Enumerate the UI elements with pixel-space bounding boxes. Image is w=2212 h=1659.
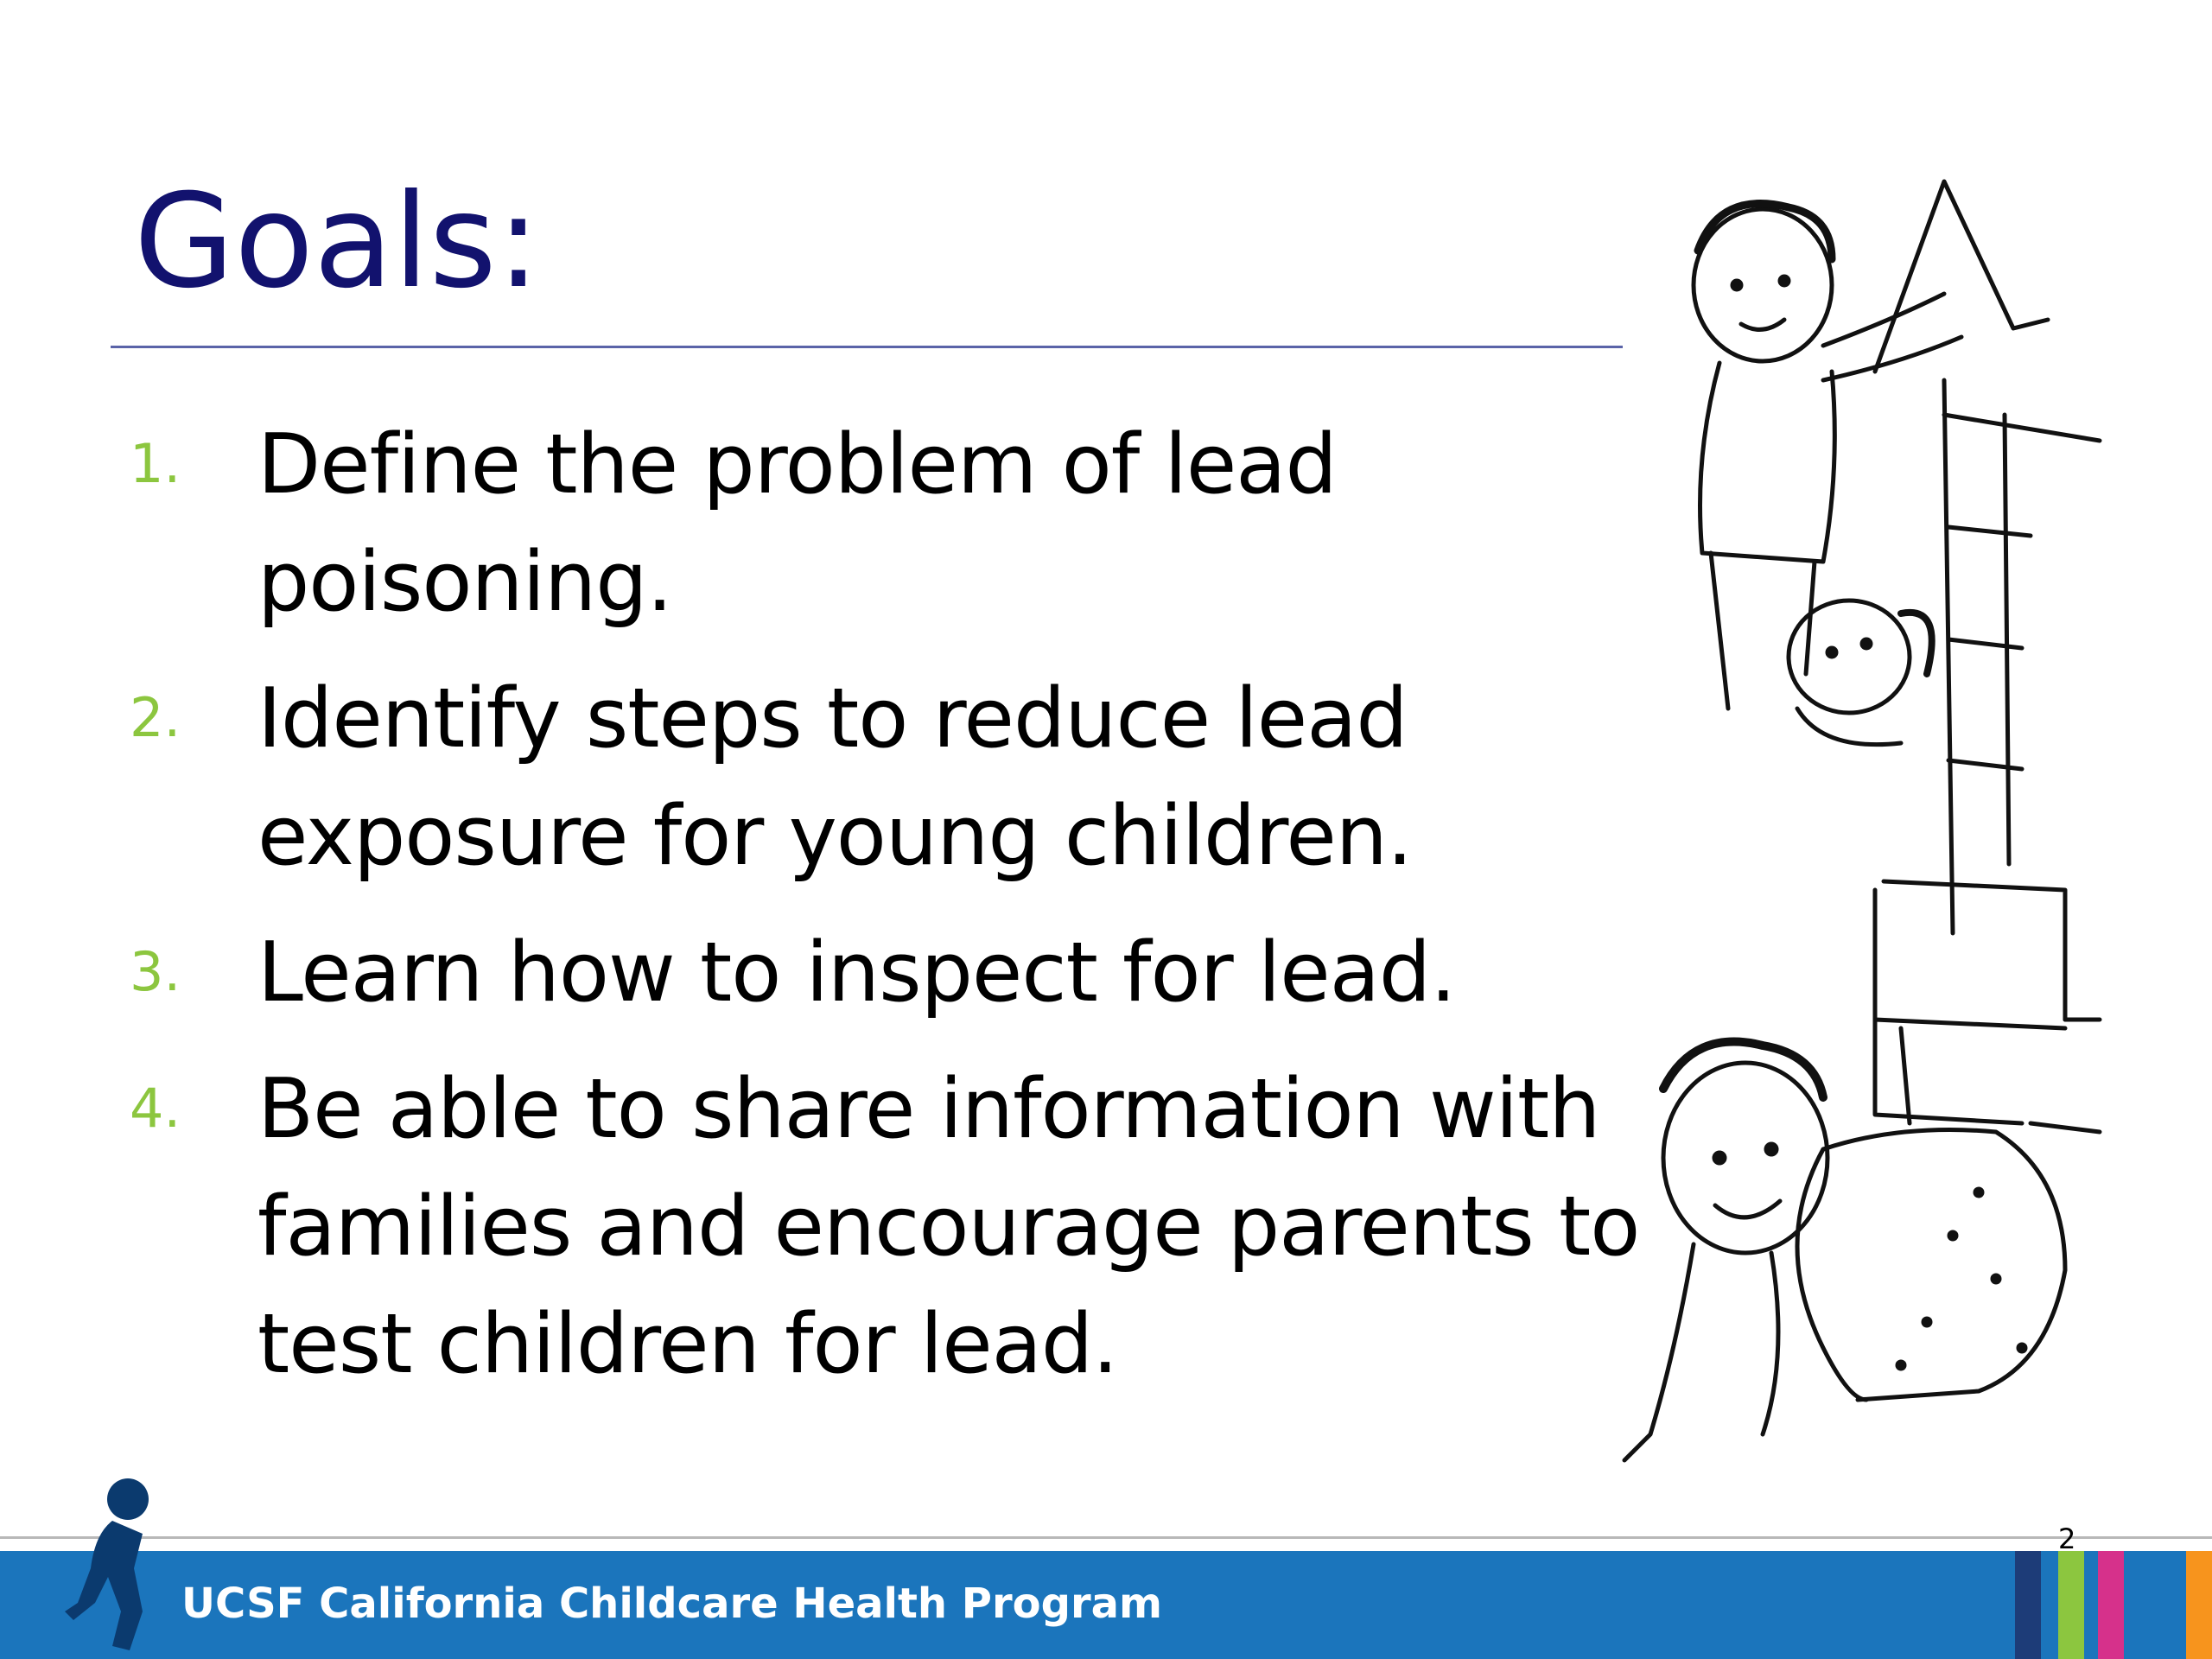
color-stripes (2003, 1551, 2212, 1659)
running-child-icon (60, 1473, 164, 1650)
goal-number: 1. (130, 432, 181, 495)
list-item (130, 914, 1633, 1032)
goal-text: Be able to share information with families and encourage parents to test children for lead. (257, 1062, 1640, 1392)
goals-list (130, 406, 1640, 1422)
list-item (130, 406, 1633, 641)
list-item (130, 1051, 1640, 1403)
children-climbing-illustration (1616, 156, 2143, 1503)
goal-number: 4. (130, 1077, 181, 1140)
page-number: 2 (2058, 1522, 2076, 1555)
goal-text: Define the problem of lead poisoning. (257, 417, 1337, 630)
program-name: UCSF California Childcare Health Program (181, 1580, 1163, 1628)
slide-title: Goals: (134, 167, 541, 317)
footer-divider (0, 1536, 2212, 1539)
goal-text: Learn how to inspect for lead. (257, 925, 1456, 1020)
title-divider (111, 346, 1623, 348)
list-item (130, 660, 1633, 895)
goal-text: Identify steps to reduce lead exposure for young children. (257, 671, 1413, 884)
goal-number: 3. (130, 940, 181, 1003)
goal-number: 2. (130, 686, 181, 749)
